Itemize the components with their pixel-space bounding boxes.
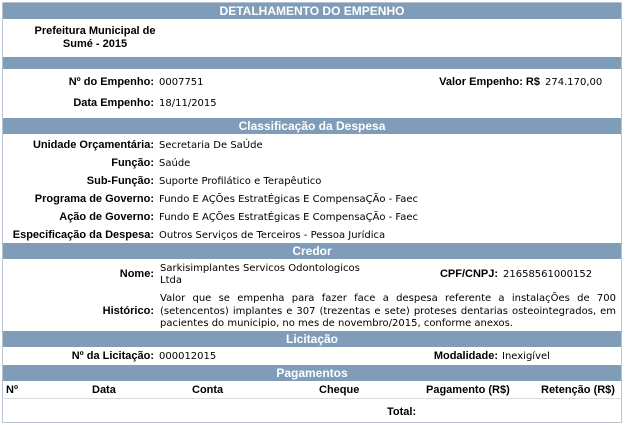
historico-label: Histórico: [102, 305, 154, 317]
section-licitacao: Licitação [3, 331, 621, 347]
col-header-pagamento: Pagamento (R$) [426, 384, 510, 396]
org-name [20, 25, 170, 51]
empenho-date-label: Data Empenho: [73, 97, 154, 109]
credor-name-label: Nome: [119, 268, 154, 280]
especificacao-label: Especificação da Despesa: [12, 229, 154, 241]
credor-name-line2: Ltda [160, 275, 182, 286]
programa-label: Programa de Governo: [34, 193, 154, 205]
col-header-conta: Conta [192, 384, 224, 396]
table-divider [3, 398, 621, 399]
funcao-value: Saúde [159, 158, 191, 169]
acao-value: Fundo E AÇÕes EstratÉgicas E CompensaÇÃo - Faec [159, 212, 419, 223]
credor-name-line1: Sarkisimplantes Servicos Odontologicos [160, 263, 360, 274]
subfuncao-value: Suporte Profilático e Terapêutico [159, 176, 322, 187]
org-name-line2: Sumé - 2015 [62, 38, 128, 50]
spacer-bar [3, 57, 621, 69]
empenho-number-label: Nº do Empenho: [68, 76, 154, 88]
modalidade-label: Modalidade: [433, 350, 498, 362]
section-pagamentos: Pagamentos [3, 365, 621, 381]
licitacao-number-label: Nº da Licitação: [71, 350, 154, 362]
unidade-label: Unidade Orçamentária: [32, 139, 154, 151]
org-name-line1: Prefeitura Municipal de [34, 25, 156, 37]
col-header-cheque: Cheque [319, 384, 360, 396]
col-header-numero: Nº [6, 384, 18, 396]
modalidade-value: Inexigível [502, 351, 550, 362]
cpf-cnpj-value: 21658561000152 [503, 269, 593, 280]
empenho-number: 0007751 [159, 77, 204, 88]
historico-text: Valor que se empenha para fazer face a despesa referente a instalaçÕes de 700 (setencentos) implantes e 307 (trezentas e sete) proteses dentarias osteointegrados, em pacientes do municipio, no mes de novembro/2015, conforme anexos. [160, 293, 616, 329]
subfuncao-label: Sub-Função: [86, 175, 154, 187]
col-header-retencao: Retenção (R$) [541, 384, 615, 396]
col-header-data: Data [92, 384, 116, 396]
empenho-value: 274.170,00 [545, 77, 603, 88]
acao-label: Ação de Governo: [59, 211, 154, 223]
licitacao-number: 000012015 [159, 351, 217, 362]
total-label: Total: [387, 406, 417, 418]
credor-name [160, 263, 360, 287]
empenho-value-label: Valor Empenho: R$ [439, 76, 540, 88]
section-classificacao: Classificação da Despesa [3, 118, 621, 134]
page-title: DETALHAMENTO DO EMPENHO [3, 3, 621, 19]
funcao-label: Função: [111, 157, 154, 169]
section-credor: Credor [3, 243, 621, 259]
empenho-date: 18/11/2015 [159, 98, 217, 109]
programa-value: Fundo E AÇÕes EstratÉgicas E CompensaÇÃo - Faec [159, 194, 419, 205]
unidade-value: Secretaria De SaÚde [159, 140, 263, 151]
especificacao-value: Outros Serviços de Terceiros - Pessoa Jurídica [159, 230, 386, 241]
cpf-cnpj-label: CPF/CNPJ: [439, 268, 498, 280]
